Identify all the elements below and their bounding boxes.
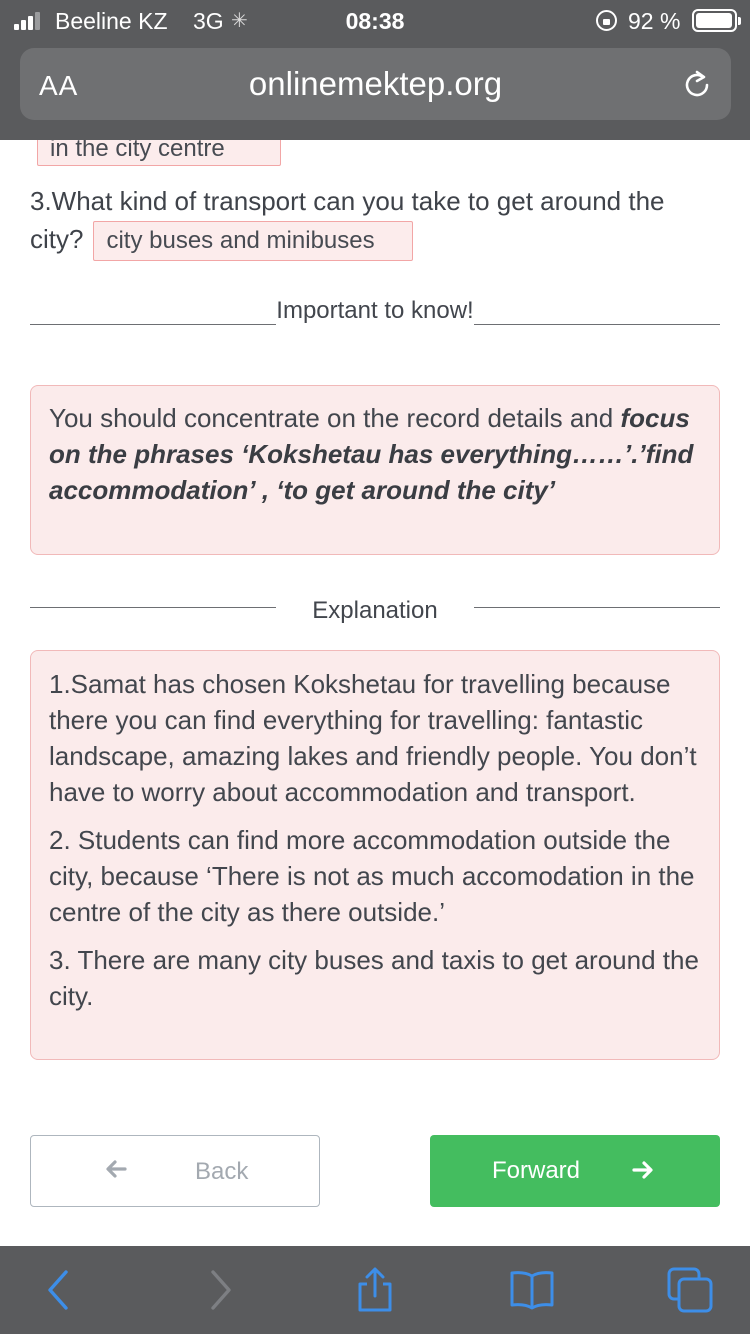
explanation-item: 1.Samat has chosen Kokshetau for travelling because there you can find everything for travelling: fantastic landscape, amazing lakes and friendly people. You don’t have to worry about accommodation and transport.: [49, 669, 697, 807]
status-bar: [0, 0, 750, 42]
bookmarks-icon[interactable]: [508, 1266, 556, 1314]
explanation-divider: [30, 593, 720, 629]
share-icon[interactable]: [351, 1266, 399, 1314]
reload-icon[interactable]: [681, 69, 713, 101]
browser-top-chrome: [0, 0, 750, 140]
arrow-left-icon: [103, 1156, 129, 1182]
browser-back-icon[interactable]: [36, 1266, 84, 1314]
important-note: [30, 385, 720, 555]
explanation-item: 2. Students can find more accommodation outside the city, because ‘There is not as much accomodation in the centre of the city as there outside.’: [49, 825, 695, 927]
text-size-button[interactable]: AA: [39, 70, 79, 101]
browser-forward-icon[interactable]: [195, 1266, 243, 1314]
previous-answer-field: in the city centre: [37, 140, 281, 166]
question-text: 3.What kind of transport can you take to get around the city?: [30, 186, 665, 254]
arrow-right-icon: [630, 1157, 656, 1183]
page-content: [0, 140, 750, 1246]
important-emphasis: focus on the phrases ‘Kokshetau has everything……’.’find accommodation’ , ‘to get around the city’: [49, 403, 694, 505]
browser-toolbar: [0, 1246, 750, 1334]
address-bar[interactable]: [20, 48, 731, 120]
explanation-note: [30, 650, 720, 1060]
rotation-lock-icon: [596, 10, 617, 31]
question-block: [30, 182, 720, 261]
back-button-label: Back: [195, 1158, 249, 1185]
status-time: 08:38: [345, 8, 405, 34]
explanation-title: Explanation: [312, 597, 438, 624]
important-title: Important to know!: [276, 297, 474, 324]
explanation-item: 3. There are many city buses and taxis to get around the city.: [49, 945, 699, 1011]
battery-icon: [692, 9, 737, 32]
forward-button-label: Forward: [492, 1157, 581, 1184]
back-button[interactable]: [30, 1135, 320, 1207]
carrier-name: Beeline KZ: [55, 8, 168, 34]
important-text: You should concentrate on the record details and: [49, 403, 621, 433]
network-type: 3G: [193, 8, 224, 34]
question-answer-field: city buses and minibuses: [93, 221, 413, 261]
page-url[interactable]: onlinemektep.org: [248, 65, 503, 102]
tabs-icon[interactable]: [666, 1266, 714, 1314]
important-divider: [30, 293, 720, 368]
battery-percentage: 92 %: [628, 8, 681, 34]
forward-button[interactable]: [430, 1135, 720, 1207]
loading-spinner-icon: ✳: [231, 10, 248, 32]
